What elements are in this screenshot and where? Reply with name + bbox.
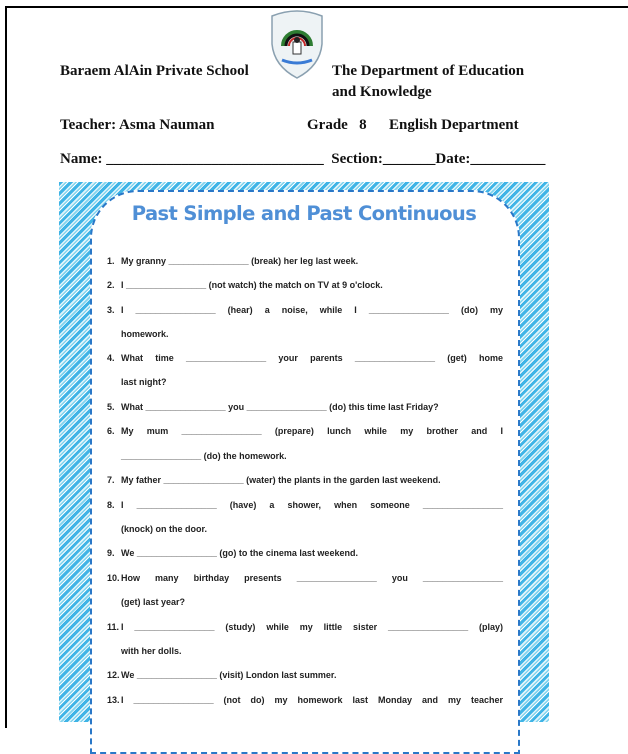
question-4-cont [107, 376, 503, 388]
question-text: last night? [121, 377, 167, 387]
question-text: with her dolls. [121, 646, 182, 656]
question-8-cont [107, 523, 503, 535]
grade: Grade 8 [307, 117, 367, 133]
question-text: homework. [121, 329, 169, 339]
question-text: (knock) on the door. [121, 524, 208, 534]
question-text: How many birthday presents ________________ you ________________ [121, 573, 503, 583]
question-number: 11. [107, 622, 120, 632]
question-number: 8. [107, 500, 115, 510]
question-text: (get) last year? [121, 597, 186, 607]
question-text: I ________________ (have) a shower, when someone ________________ [121, 500, 503, 510]
question-6 [107, 425, 503, 437]
department-line-2: and Knowledge [332, 84, 432, 100]
question-4 [107, 352, 503, 364]
teacher-name: Teacher: Asma Nauman [60, 117, 215, 133]
worksheet-title: Past Simple and Past Continuous [131, 202, 477, 225]
question-text: What ________________ you ________________ (do) this time last Friday? [121, 402, 439, 412]
subject: English Department [389, 117, 519, 133]
school-name: Baraem AlAin Private School [60, 63, 249, 79]
question-3 [107, 304, 503, 316]
question-number: 2. [107, 280, 115, 290]
question-1 [107, 255, 503, 267]
question-number: 10. [107, 573, 120, 583]
question-9 [107, 547, 503, 559]
question-text: We ________________ (go) to the cinema last weekend. [121, 548, 358, 558]
question-number: 1. [107, 256, 115, 266]
question-10-cont [107, 596, 503, 608]
department-line-1: The Department of Education [332, 63, 525, 79]
question-text: I ________________ (not watch) the match on TV at 9 o'clock. [121, 280, 383, 290]
question-text: My granny ________________ (break) her leg last week. [121, 256, 359, 266]
question-13 [107, 694, 503, 706]
question-2 [107, 279, 503, 291]
question-12 [107, 669, 503, 681]
question-text: I ________________ (not do) my homework last Monday and my teacher [121, 695, 503, 705]
question-number: 3. [107, 305, 115, 315]
question-number: 9. [107, 548, 115, 558]
question-5 [107, 401, 503, 413]
question-number: 6. [107, 426, 115, 436]
question-text: My father ________________ (water) the plants in the garden last weekend. [121, 475, 441, 485]
question-3-cont [107, 328, 503, 340]
question-text: We ________________ (visit) London last summer. [121, 670, 337, 680]
question-6-cont [107, 450, 503, 462]
question-10 [107, 572, 503, 584]
question-11 [107, 621, 503, 633]
question-11-cont [107, 645, 503, 657]
school-crest-logo [268, 8, 326, 80]
question-number: 12. [107, 670, 120, 680]
question-text: My mum ________________ (prepare) lunch while my brother and I [121, 426, 503, 436]
question-8 [107, 499, 503, 511]
question-text: I ________________ (hear) a noise, while I ________________ (do) my [121, 305, 503, 315]
question-text: What time ________________ your parents ________________ (get) home [121, 353, 503, 363]
question-number: 4. [107, 353, 115, 363]
question-number: 13. [107, 695, 120, 705]
name-section-date-line: Name: _____________________________ Section:_______Date:__________ [60, 151, 546, 167]
question-text: ________________ (do) the homework. [121, 451, 287, 461]
question-number: 5. [107, 402, 115, 412]
question-7 [107, 474, 503, 486]
question-text: I ________________ (study) while my little sister ________________ (play) [121, 622, 503, 632]
question-number: 7. [107, 475, 115, 485]
